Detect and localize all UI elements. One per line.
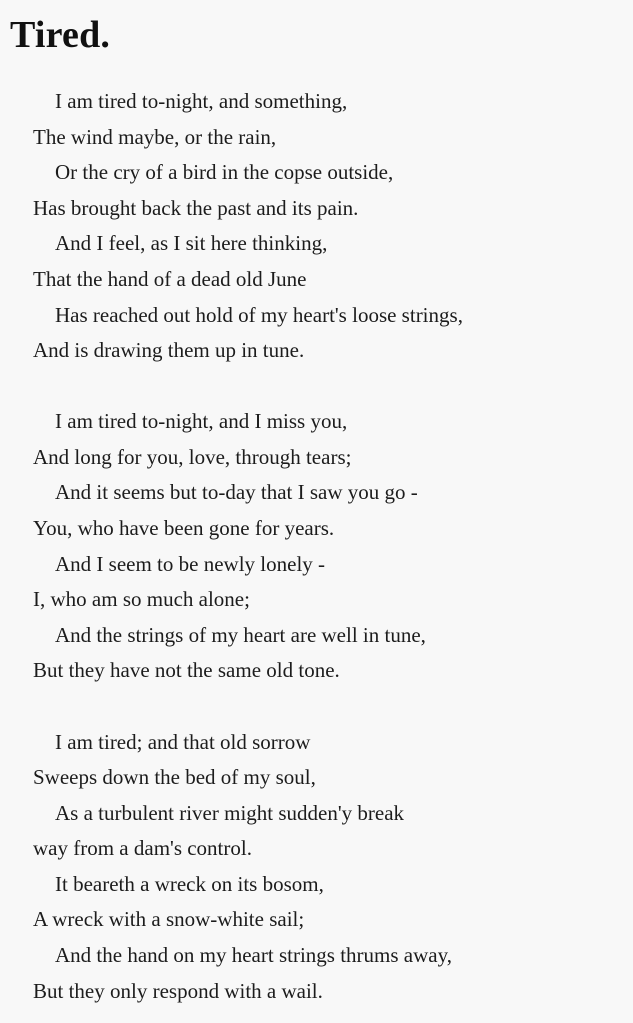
- poem-line: way from a dam's control.: [33, 836, 252, 861]
- poem-line: Sweeps down the bed of my soul,: [33, 765, 316, 790]
- poem-line: But they have not the same old tone.: [33, 658, 340, 683]
- stanza-1: [33, 84, 623, 369]
- poem-line: Has reached out hold of my heart's loose strings,: [55, 302, 463, 327]
- poem-line: I am tired; and that old sorrow: [55, 729, 311, 754]
- poem-line: As a turbulent river might sudden'y break: [55, 800, 405, 825]
- poem-line: And long for you, love, through tears;: [33, 444, 352, 469]
- poem-line: The wind maybe, or the rain,: [33, 124, 277, 149]
- stanza-3: [33, 725, 623, 1010]
- poem-line: That the hand of a dead old June: [33, 266, 307, 291]
- poem-line: I am tired to-night, and I miss you,: [55, 409, 348, 434]
- poem-line: You, who have been gone for years.: [33, 516, 335, 541]
- stanza-2: [33, 404, 623, 689]
- poem-line: And it seems but to-day that I saw you go -: [55, 480, 418, 505]
- poem-line: A wreck with a snow-white sail;: [33, 907, 305, 932]
- poem-line: I, who am so much alone;: [33, 587, 250, 612]
- poem-line: And I seem to be newly lonely -: [55, 551, 326, 576]
- poem-title: Tired.: [10, 14, 111, 56]
- poem-line: It beareth a wreck on its bosom,: [55, 871, 324, 896]
- poem-line: And the hand on my heart strings thrums away,: [55, 943, 452, 968]
- poem-line: Or the cry of a bird in the copse outside,: [55, 160, 394, 185]
- poem-line: But they only respond with a wail.: [33, 978, 323, 1003]
- poem-line: And I feel, as I sit here thinking,: [55, 231, 328, 256]
- poem-line: And is drawing them up in tune.: [33, 338, 305, 363]
- poem-line: And the strings of my heart are well in tune,: [55, 622, 426, 647]
- poem-line: Has brought back the past and its pain.: [33, 195, 359, 220]
- poem-body: [33, 84, 623, 1009]
- poem-line: I am tired to-night, and something,: [55, 89, 348, 113]
